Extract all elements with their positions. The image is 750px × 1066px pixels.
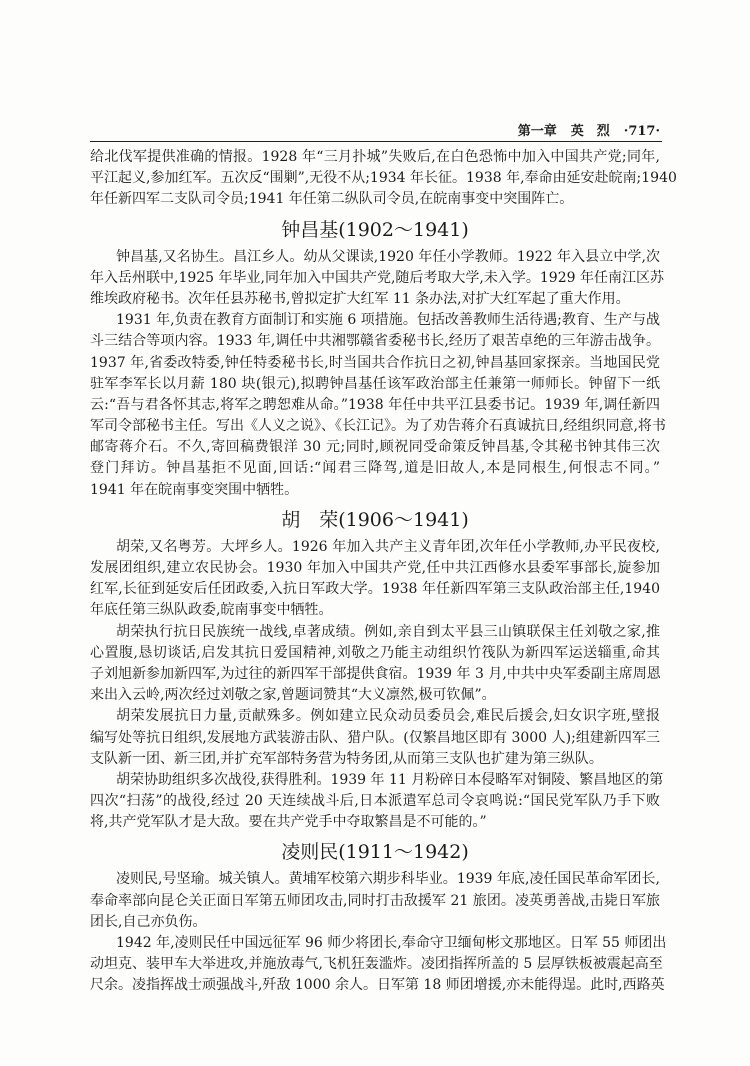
text-line: 胡荣协助组织多次战役,获得胜利。1939 年 11 月粉碎日本侵略军对铜陵、繁昌地区的第 <box>116 771 664 788</box>
text-line: 年任新四军二支队司令员;1941 年任第二纵队司令员,在皖南事变中突围阵亡。 <box>90 191 574 208</box>
text-line: 发展团组织,建立农民协会。1930 年加入中国共产党,任中共江西修水县委军事部长,旋参加 <box>90 560 660 576</box>
text-line: 胡荣发展抗日力量,贡献殊多。例如建立民众动员委员会,难民后援会,妇女识字班,壁报 <box>116 708 660 725</box>
text-line: 动坦克、装甲车大举进攻,并施放毒气,飞机狂轰滥炸。凌团指挥所盖的 5 层厚铁板被震起高至 <box>90 956 663 973</box>
text-line: 编写处等抗日组织,发展地方武装游击队、猎户队。(仅繁昌地区即有 3000 人);组建新四军三 <box>90 729 660 746</box>
text-line: 军司令部秘书主任。写出《人义之说》、《长江记》。为了劝告蒋介石真诚抗日,经组织同意,将书 <box>90 418 666 435</box>
header-rule <box>90 141 662 142</box>
text-line: 1942 年,凌则民任中国远征军 96 师少将团长,奉命守卫缅甸彬文那地区。日军 55 师团出 <box>116 935 667 951</box>
text-line: 登门拜访。钟昌基拒不见面,回话:“闻君三降驾,道是旧故人,本是同根生,何恨志不同。” <box>90 460 660 477</box>
text-line: 团长,自己亦负伤。 <box>90 913 207 930</box>
text-line: 胡荣,又名粤芳。大坪乡人。1926 年加入共产主义青年团,次年任小学教师,办平民夜校, <box>116 538 660 555</box>
biography-title: 凌则民(1911～1942) <box>281 841 469 864</box>
text-line: 心置腹,恳切谈话,启发其抗日爱国精神,刘敬之乃能主动组织竹筏队为新四军运送辎重,命其 <box>90 644 660 661</box>
running-header <box>90 120 660 140</box>
text-line: 驻军李军长以月薪 180 块(银元),拟聘钟昌基任该军政治部主任兼第一师师长。钟留下一纸 <box>90 375 660 392</box>
text-line: 尺余。凌指挥战士顽强战斗,歼敌 1000 余人。日军第 18 师团增援,亦未能得逞。此时,西路英 <box>90 977 665 994</box>
text-line: 年底任第三纵队政委,皖南事变中牺牲。 <box>90 602 333 619</box>
biography-title: 钟昌基(1902～1941) <box>281 218 469 241</box>
text-line: 1937 年,省委改特委,钟任特委秘书长,时当国共合作抗日之初,钟昌基回家探亲。当地国民党 <box>90 354 660 371</box>
section-label: 英 烈 <box>570 124 610 139</box>
text-line: 1931 年,负责在教育方面制订和实施 6 项措施。包括改善教师生活待遇;教育、生产与战 <box>116 312 660 329</box>
text-line: 凌则民,号坚瑜。城关镇人。黄埔军校第六期步科毕业。1939 年底,凌任国民革命军团长, <box>116 871 660 888</box>
text-line: 斗三结合等项内容。1933 年,调任中共湘鄂赣省委秘书长,经历了艰苦卓绝的三年游击战争。 <box>90 333 660 350</box>
page-number: ·717· <box>623 124 660 139</box>
text-line: 四次“扫荡”的战役,经过 20 天连续战斗后,日本派遣军总司令哀鸣说:“国民党军队乃手下败 <box>90 793 660 810</box>
text-line: 红军,长征到延安后任团政委,入抗日军政大学。1938 年任新四军第三支队政治部主任,1940 <box>90 581 660 598</box>
text-line: 将,共产党军队才是大敌。要在共产党手中夺取繁昌是不可能的。” <box>90 814 487 831</box>
text-line: 维埃政府秘书。次年任县苏秘书,曾拟定扩大红军 11 条办法,对扩大红军起了重大作用。 <box>90 290 630 307</box>
text-line: 钟昌基,又名协生。昌江乡人。幼从父课读,1920 年任小学教师。1922 年入县立中学,次 <box>116 248 660 265</box>
text-line: 支队新一团、新三团,并扩充军部特务营为特务团,从而第三支队也扩建为第三纵队。 <box>90 750 603 767</box>
text-line: 来出入云岭,两次经过刘敬之家,曾题词赞其“大义凛然,极可钦佩”。 <box>90 687 496 704</box>
text-line: 给北伐军提供准确的情报。1928 年“三月扑城”失败后,在白色恐怖中加入中国共产党;同年, <box>90 149 660 165</box>
page-body <box>90 147 677 997</box>
text-line: 平江起义,参加红军。五次反“围剿”,无役不从;1934 年长征。1938 年,奉命由延安赴皖南;1940 <box>90 170 677 187</box>
text-line: 胡荣执行抗日民族统一战线,卓著成绩。例如,亲自到太平县三山镇联保主任刘敬之家,推 <box>116 623 660 640</box>
chapter-label: 第一章 <box>517 124 557 139</box>
text-line: 奉命率部向昆仑关正面日军第五师团攻击,同时打击敌援军 21 旅团。凌英勇善战,击毙日军旅 <box>90 892 660 909</box>
text-line: 年入岳州联中,1925 年毕业,同年加入中国共产党,随后考取大学,未入学。1929 年任南江区苏 <box>90 269 664 286</box>
text-line: 云:“吾与君各怀其志,将军之聘恕难从命。”1938 年任中共平江县委书记。1939 年,调任新四 <box>90 396 660 413</box>
text-line: 1941 年在皖南事变突围中牺牲。 <box>90 481 299 498</box>
text-line: 子刘旭新参加新四军,为过往的新四军干部提供食宿。1939 年 3 月,中共中央军委副主席周恩 <box>90 665 661 682</box>
text-line: 邮寄蒋介石。不久,寄回稿费银洋 30 元;同时,顾祝同受命策反钟昌基,令其秘书钟其伟三次 <box>90 439 660 456</box>
biography-title: 胡 荣(1906～1941) <box>281 508 469 531</box>
